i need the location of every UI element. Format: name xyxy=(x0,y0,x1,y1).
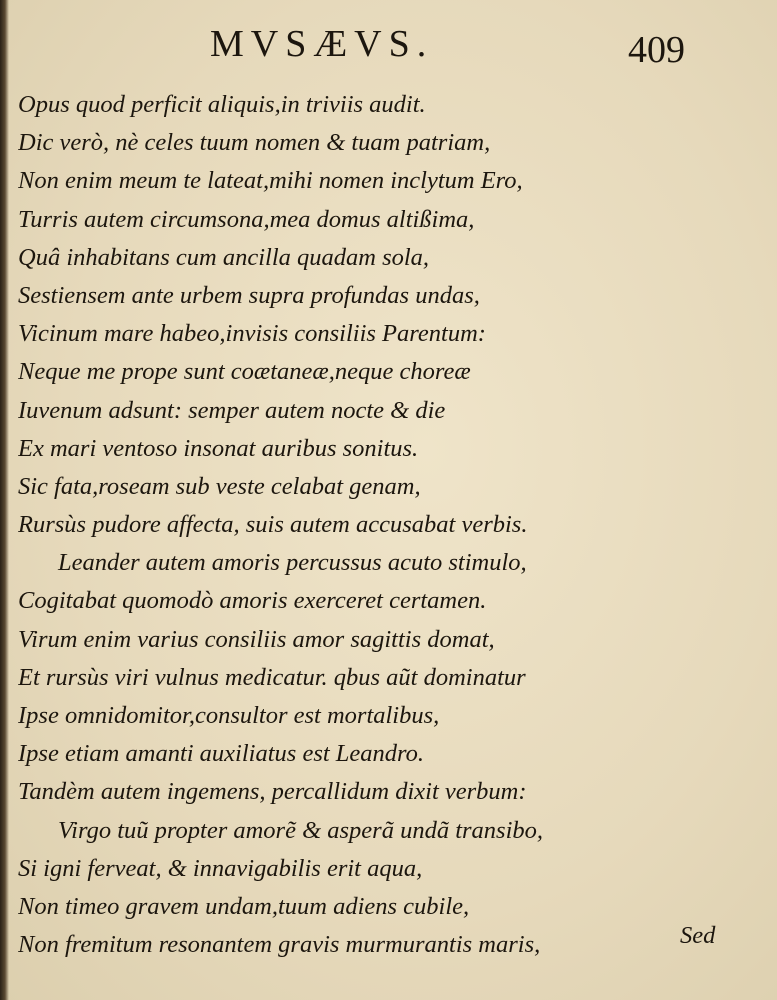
text-line: Sestiensem ante urbem supra profundas undas, xyxy=(18,281,480,309)
text-line: Cogitabat quomodò amoris exerceret certamen. xyxy=(18,587,487,615)
running-head: MVSÆVS. xyxy=(210,23,434,65)
text-line: Neque me prope sunt coætaneæ,neque choreæ xyxy=(18,358,471,386)
text-line: Non enim meum te lateat,mihi nomen inclytum Ero, xyxy=(18,167,523,195)
text-line: Virgo tuũ propter amorẽ & asperã undã transibo, xyxy=(58,816,544,844)
text-line: Vicinum mare habeo,invisis consiliis Parentum: xyxy=(18,320,486,348)
text-line: Dic verò, nè celes tuum nomen & tuam patriam, xyxy=(18,129,491,157)
catchword: Sed xyxy=(680,922,716,949)
page-number: 409 xyxy=(628,29,685,71)
page-header xyxy=(0,20,777,70)
text-line: Opus quod perficit aliquis,in triviis audit. xyxy=(18,91,426,118)
text-line: Si igni ferveat, & innavigabilis erit aqua, xyxy=(18,854,423,882)
text-line: Ipse etiam amanti auxiliatus est Leandro. xyxy=(18,740,425,768)
text-line: Non fremitum resonantem gravis murmurantis maris, xyxy=(18,931,541,959)
binding-gutter xyxy=(0,0,9,1000)
text-line: Virum enim varius consiliis amor sagittis domat, xyxy=(18,625,495,653)
text-line: Leander autem amoris percussus acuto stimulo, xyxy=(58,549,527,577)
text-line: Turris autem circumsona,mea domus altißima, xyxy=(18,205,475,233)
text-line: Non timeo gravem undam,tuum adiens cubile, xyxy=(18,892,470,920)
text-line: Sic fata,roseam sub veste celabat genam, xyxy=(18,472,421,500)
text-line: Tandèm autem ingemens, percallidum dixit verbum: xyxy=(18,778,527,806)
text-line: Ipse omnidomitor,consultor est mortalibus, xyxy=(18,702,440,729)
text-line: Ex mari ventoso insonat auribus sonitus. xyxy=(18,434,419,462)
text-line: Rursùs pudore affecta, suis autem accusabat verbis. xyxy=(18,511,528,539)
verse-text xyxy=(18,86,738,964)
text-line: Iuvenum adsunt: semper autem nocte & die xyxy=(18,396,446,424)
text-line: Quâ inhabitans cum ancilla quadam sola, xyxy=(18,243,430,271)
text-line: Et rursùs viri vulnus medicatur. qbus aũt dominatur xyxy=(18,663,526,691)
